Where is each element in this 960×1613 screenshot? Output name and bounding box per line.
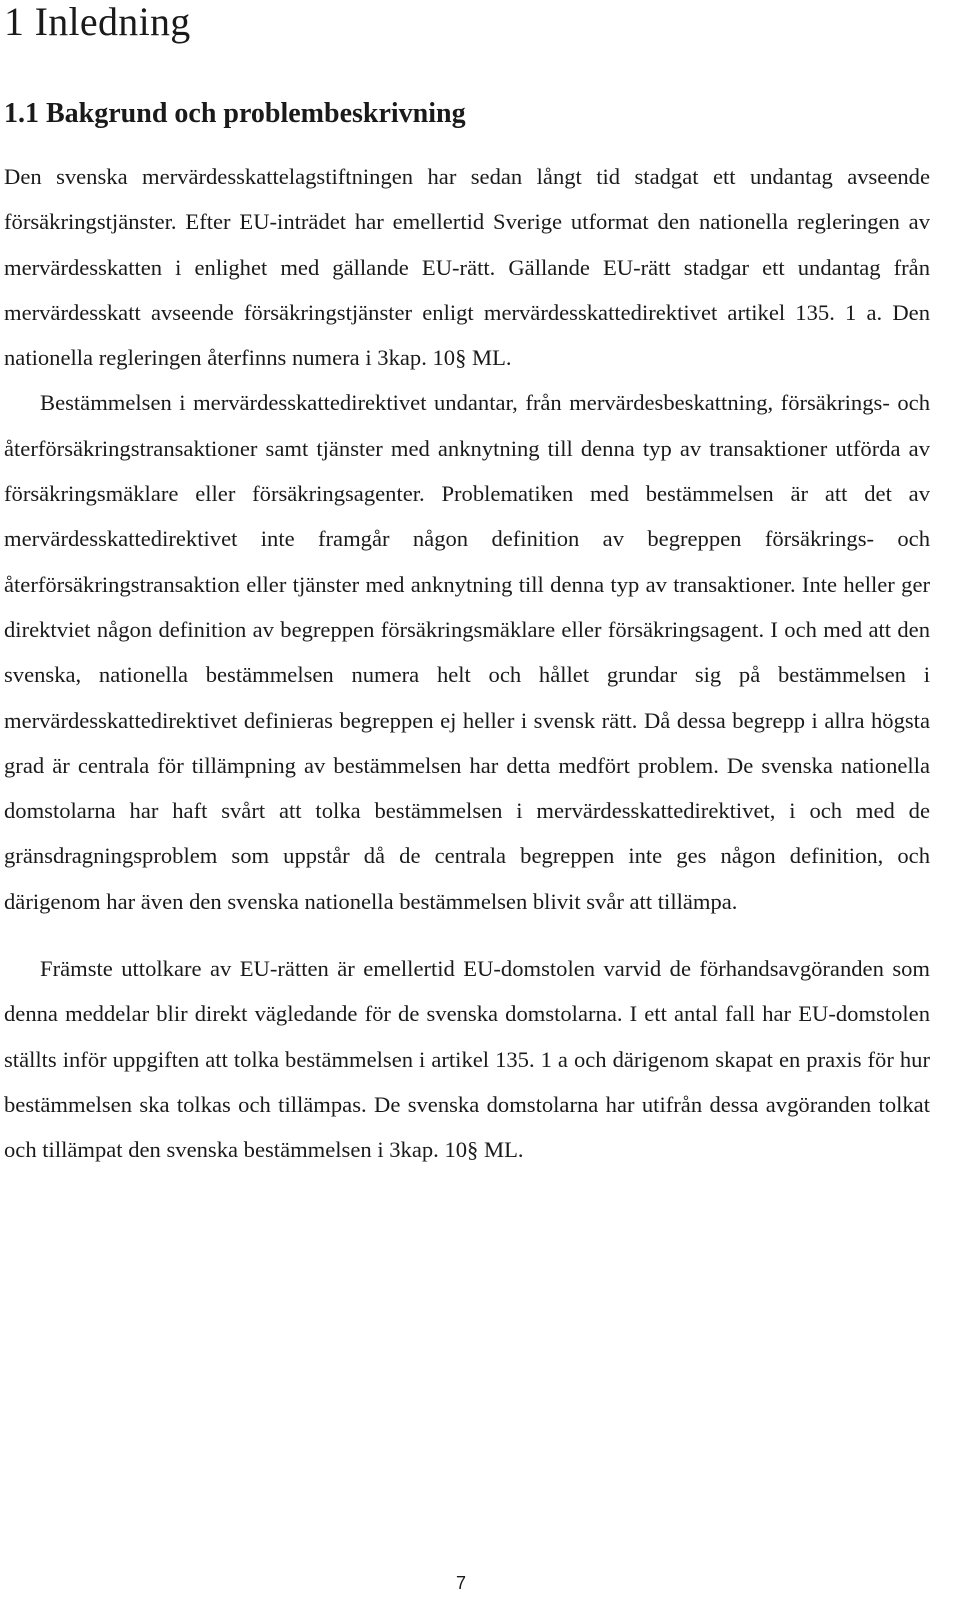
page-number: 7 [456,1573,467,1593]
body-paragraph-1: Den svenska mervärdesskattelagstiftningen har sedan långt tid stadgat ett undantag avseende försäkringstjänster. Efter EU-inträdet har emellertid Sverige utformat den nationella regleringen av mervärdesskatten i enlighet med gällande EU-rätt. Gällande EU-rätt stadgar ett undantag från mervärdesskatt avseende försäkringstjänster enligt mervärdesskattedirektivet artikel 135. 1 a. Den nationella regleringen återfinns numera i 3kap. 10§ ML. [4,164,930,371]
document-page [4,0,930,1173]
body-paragraph-3: Främste uttolkare av EU-rätten är emellertid EU-domstolen varvid de förhandsavgöranden som denna meddelar blir direkt vägledande för de svenska domstolarna. I ett antal fall har EU-domstolen ställts inför uppgiften att tolka bestämmelsen i artikel 135. 1 a och därigenom skapat en praxis för hur bestämmelsen ska tolkas och tillämpas. De svenska domstolarna har utifrån dessa avgöranden tolkat och tillämpat den svenska bestämmelsen i 3kap. 10§ ML. [4,956,930,1163]
chapter-heading: 1 Inledning [4,0,191,44]
section-heading: 1.1 Bakgrund och problembeskrivning [4,98,466,129]
body-paragraph-2: Bestämmelsen i mervärdesskattedirektivet undantar, från mervärdesbeskattning, försäkrings- och återförsäkringstransaktioner samt tjänster med anknytning till denna typ av transaktioner utförda av försäkringsmäklare eller försäkringsagenter. Problematiken med bestämmelsen är att det av mervärdesskattedirektivet inte framgår någon definition av begreppen försäkrings- och återförsäkringstransaktion eller tjänster med anknytning till denna typ av transaktioner. Inte heller ger direktviet någon definition av begreppen försäkringsmäklare eller försäkringsagent. I och med att den svenska, nationella bestämmelsen numera helt och hållet grundar sig på bestämmelsen i mervärdesskattedirektivet definieras begreppen ej heller i svensk rätt. Då dessa begrepp i allra högsta grad är centrala för tillämpning av bestämmelsen har detta medfört problem. De svenska nationella domstolarna har haft svårt att tolka bestämmelsen i mervärdesskattedirektivet, i och med de gränsdragningsproblem som uppstår då de centrala begreppen inte ges någon definition, och därigenom har även den svenska nationella bestämmelsen blivit svår att tillämpa. [4,390,930,914]
